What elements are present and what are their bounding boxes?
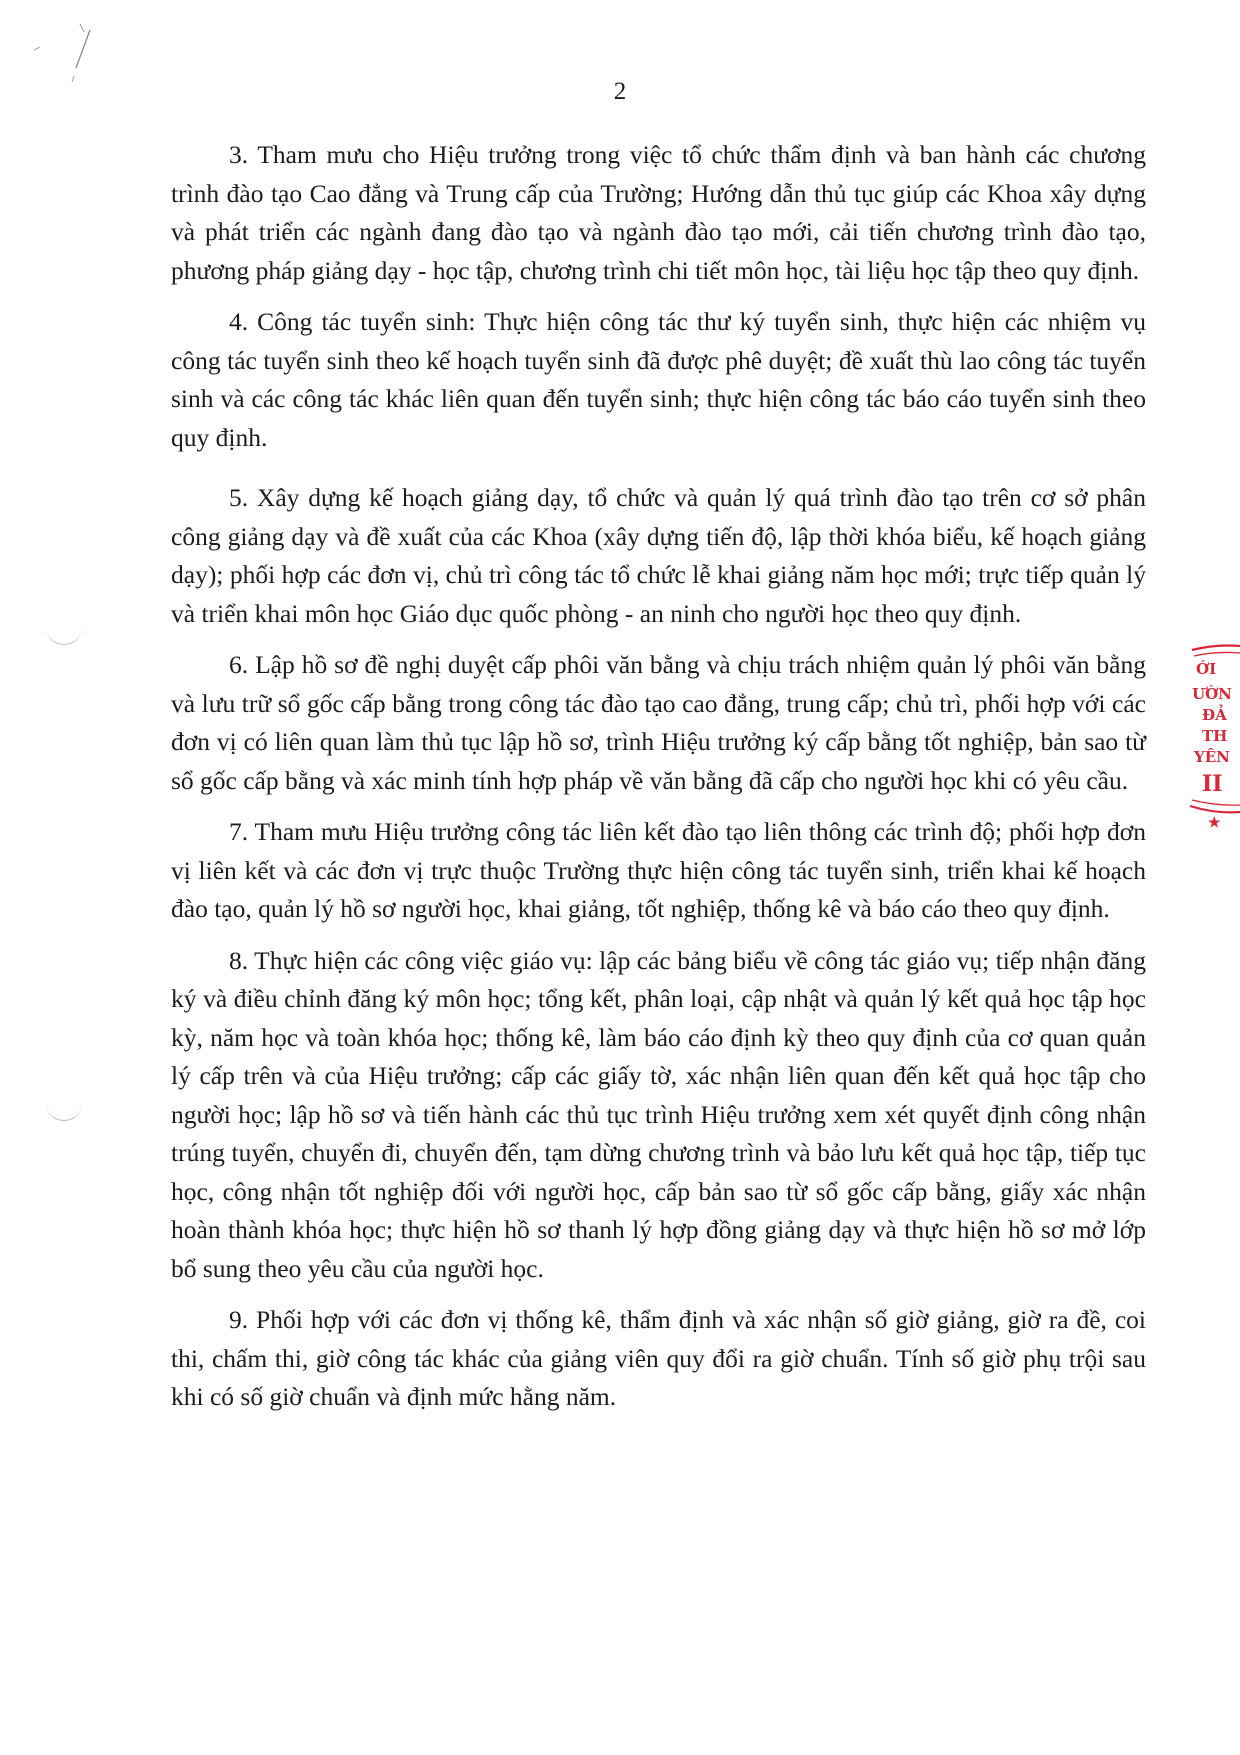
punch-hole-mark: [46, 624, 82, 645]
svg-text:ĐẢ: ĐẢ: [1202, 706, 1227, 724]
svg-text:ỚI: ỚI: [1196, 660, 1217, 678]
red-seal-stamp: [1186, 640, 1240, 860]
svg-text:YÊN: YÊN: [1194, 748, 1230, 766]
punch-hole-mark: [46, 1100, 82, 1121]
page-number: 2: [613, 78, 627, 105]
svg-text:TH: TH: [1202, 727, 1228, 745]
paragraph-item-8: 8. Thực hiện các công việc giáo vụ: lập các bảng biểu về công tác giáo vụ; tiếp nhận đăng ký và điều chỉnh đăng ký môn học; tổng kết, phân loại, cập nhật và quản lý kết quả học tập học kỳ, năm học và toàn khóa học; thống kê, làm báo cáo định kỳ theo quy định của cơ quan quản lý cấp trên và của Hiệu trưởng; cấp các giấy tờ, xác nhận liên quan đến kết quả học tập cho người học; lập hồ sơ và tiến hành các thủ tục trình Hiệu trưởng xem xét quyết định công nhận trúng tuyển, chuyển đi, chuyển đến, tạm dừng chương trình và bảo lưu kết quả học tập, tiếp tục học, công nhận tốt nghiệp đối với người học, cấp bản sao từ sổ gốc cấp bằng, giấy xác nhận hoàn thành khóa học; thực hiện hồ sơ thanh lý hợp đồng giảng dạy và thực hiện hồ sơ mở lớp bổ sung theo yêu cầu của người học.: [171, 945, 1146, 1283]
svg-text:ƯỜN: ƯỜN: [1192, 685, 1232, 703]
paragraph-item-4: 4. Công tác tuyển sinh: Thực hiện công tác thư ký tuyển sinh, thực hiện các nhiệm vụ công tác tuyển sinh theo kế hoạch tuyển sinh đã được phê duyệt; đề xuất thù lao công tác tuyển sinh và các công tác khác liên quan đến tuyển sinh; thực hiện công tác báo cáo tuyển sinh theo quy định.: [171, 307, 1146, 452]
paragraph-item-7: 7. Tham mưu Hiệu trưởng công tác liên kết đào tạo liên thông các trình độ; phối hợp đơn vị liên kết và các đơn vị trực thuộc Trường thực hiện công tác tuyển sinh, triển khai kế hoạch đào tạo, quản lý hồ sơ người học, khai giảng, tốt nghiệp, thống kê và báo cáo theo quy định.: [171, 817, 1146, 923]
paragraph-item-3: 3. Tham mưu cho Hiệu trưởng trong việc tổ chức thẩm định và ban hành các chương trình đào tạo Cao đẳng và Trung cấp của Trường; Hướng dẫn thủ tục giúp các Khoa xây dựng và phát triển các ngành đang đào tạo và ngành đào tạo mới, cải tiến chương trình đào tạo, phương pháp giảng dạy - học tập, chương trình chi tiết môn học, tài liệu học tập theo quy định.: [171, 140, 1146, 285]
svg-text:II: II: [1202, 771, 1223, 797]
paragraph-item-5: 5. Xây dựng kế hoạch giảng dạy, tổ chức và quản lý quá trình đào tạo trên cơ sở phân công giảng dạy và đề xuất của các Khoa (xây dựng tiến độ, lập thời khóa biểu, kế hoạch giảng dạy); phối hợp các đơn vị, chủ trì công tác tổ chức lễ khai giảng năm học mới; trực tiếp quản lý và triển khai môn học Giáo dục quốc phòng - an ninh cho người học theo quy định.: [171, 483, 1146, 628]
svg-text:★: ★: [1208, 815, 1221, 831]
paragraph-item-6: 6. Lập hồ sơ đề nghị duyệt cấp phôi văn bằng và chịu trách nhiệm quản lý phôi văn bằng và lưu trữ sổ gốc cấp bằng trong công tác đào tạo cao đẳng, trung cấp; chủ trì, phối hợp với các đơn vị có liên quan làm thủ tục lập hồ sơ, trình Hiệu trưởng ký cấp bằng tốt nghiệp, bản sao từ sổ gốc cấp bằng và xác minh tính hợp pháp về văn bằng đã cấp cho người học khi có yêu cầu.: [171, 650, 1146, 795]
paragraph-item-9: 9. Phối hợp với các đơn vị thống kê, thẩm định và xác nhận số giờ giảng, giờ ra đề, coi thi, chấm thi, giờ công tác khác của giảng viên quy đổi ra giờ chuẩn. Tính số giờ phụ trội sau khi có số giờ chuẩn và định mức hằng năm.: [171, 1305, 1146, 1411]
document-body: [171, 136, 1146, 1430]
